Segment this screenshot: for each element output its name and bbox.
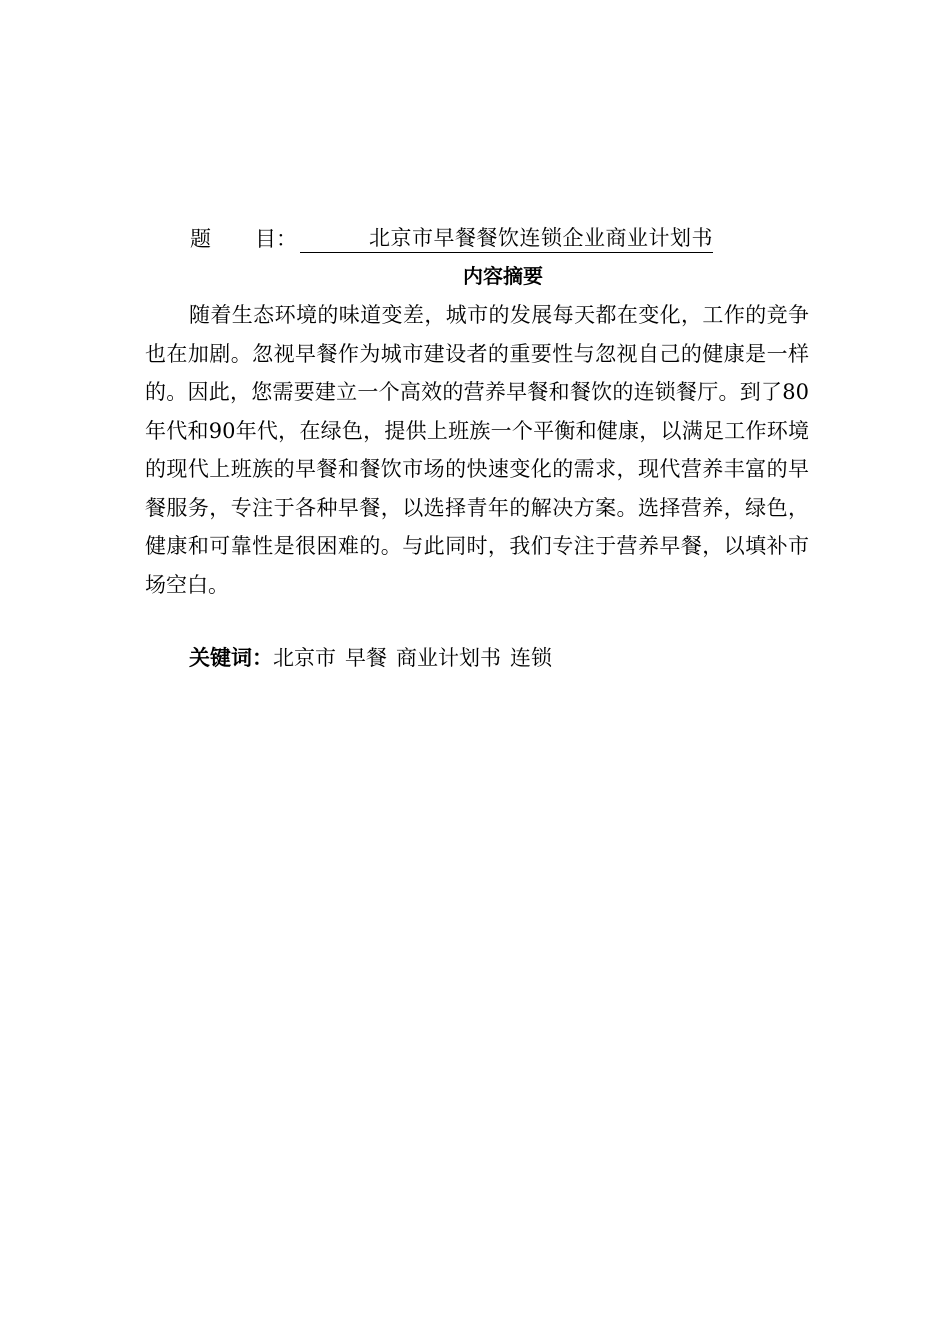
- keyword-item: 连锁: [510, 646, 552, 670]
- keyword-item: 商业计划书: [396, 646, 501, 670]
- keywords-label: 关键词：: [189, 646, 273, 670]
- title-label-char2: 目：: [255, 227, 297, 251]
- thesis-title-row: [190, 224, 750, 254]
- title-label: [190, 224, 297, 254]
- abstract-body: 随着生态环境的味道变差，城市的发展每天都在变化，工作的竞争也在加剧。忽视早餐作为城市建设者的重要性与忽视自己的健康是一样的。因此，您需要建立一个高效的营养早餐和餐饮的连锁餐厅。到了80年代和90年代，在绿色，提供上班族一个平衡和健康，以满足工作环境的现代上班族的早餐和餐饮市场的快速变化的需求，现代营养丰富的早餐服务，专注于各种早餐，以选择青年的解决方案。选择营养，绿色，健康和可靠性是很困难的。与此同时，我们专注于营养早餐，以填补市场空白。: [145, 303, 809, 597]
- keyword-item: 早餐: [345, 646, 387, 670]
- abstract-heading: 内容摘要: [463, 264, 543, 288]
- keyword-item: 北京市: [273, 646, 336, 670]
- title-label-char1: 题: [190, 227, 211, 251]
- keywords-line: [189, 643, 561, 673]
- thesis-title: 北京市早餐餐饮连锁企业商业计划书: [300, 224, 713, 253]
